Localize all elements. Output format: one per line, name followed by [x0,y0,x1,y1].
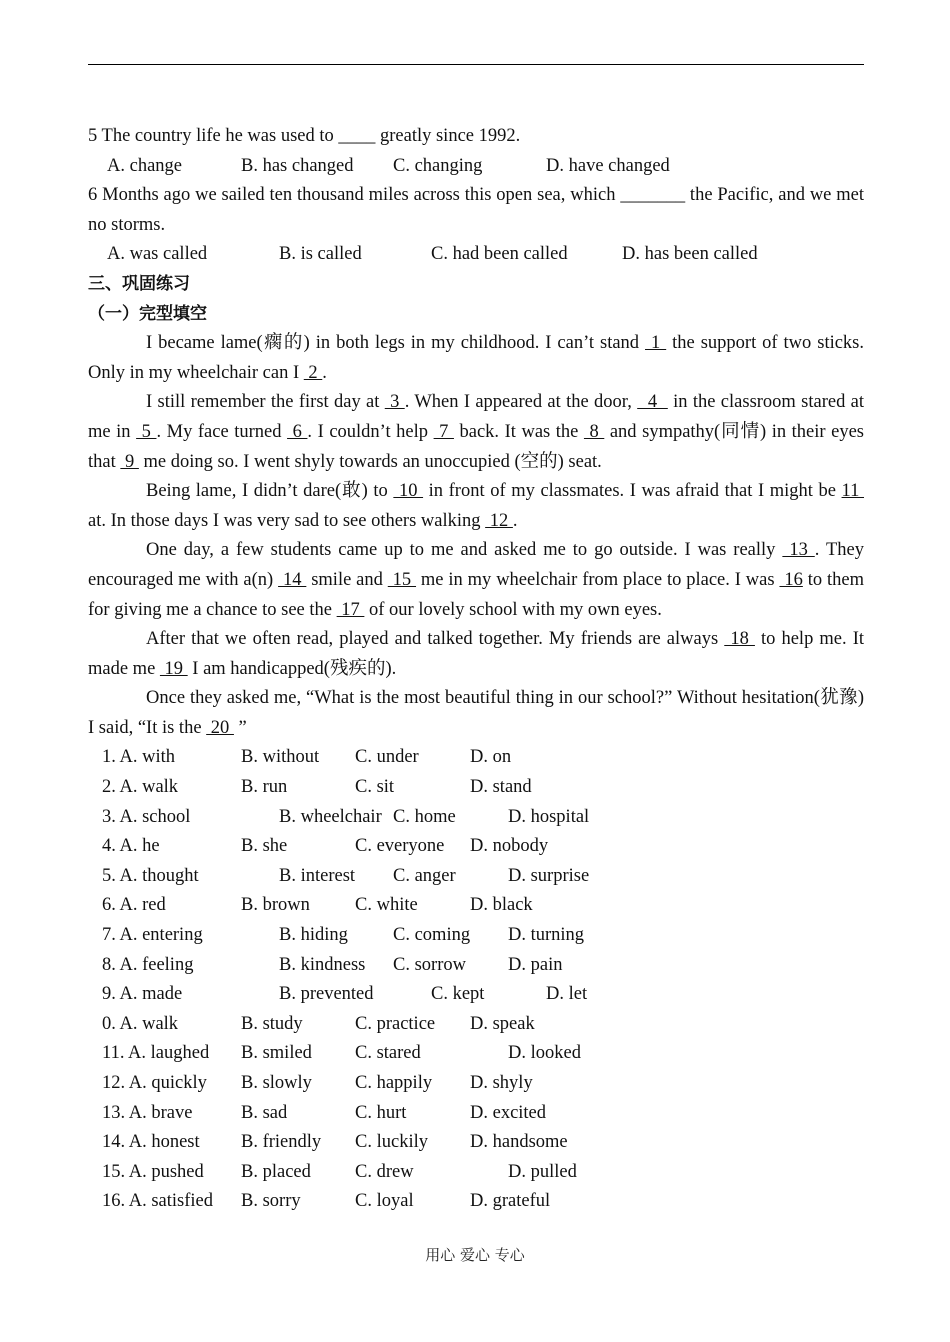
q5-option-a: A. change [107,155,182,176]
blank-15: 15 [387,569,417,590]
answer-row [88,832,864,862]
answer-option-b: B. wheelchair [279,806,382,827]
answer-row [88,1099,864,1129]
answer-option-b: B. interest [279,865,356,886]
answer-option-b: B. friendly [241,1132,322,1153]
answer-option-a: 0. A. walk [102,1013,179,1034]
blank-8: 8 [583,421,605,442]
answer-option-a: 15. A. pushed [102,1161,204,1182]
section-heading: 三、巩固练习 [88,273,190,294]
answer-option-b: B. brown [241,895,310,916]
answer-option-c: C. practice [355,1013,436,1034]
answer-option-c: C. luckily [355,1132,428,1153]
blank-16: 16 [779,569,803,590]
answer-row [88,951,864,981]
answer-option-c: C. loyal [355,1191,414,1212]
blank-1: 1 [645,333,667,354]
answer-row [88,980,864,1010]
page-footer: 用心 爱心 专心 [425,1246,525,1264]
answer-option-d: D. hospital [508,806,590,827]
answer-option-a: 1. A. with [102,747,175,768]
answer-option-c: C. everyone [355,836,445,857]
answer-option-d: D. looked [508,1043,581,1064]
passage-paragraph-1: I became lame(瘸的) in both legs in my childhood. I can’t stand 1 the support of two sticks. Only in my wheelchair can I 2 . [88,333,865,383]
q5-stem: 5 The country life he was used to ____ greatly since 1992. [88,126,521,146]
answer-option-d: D. black [470,895,533,916]
answer-row [88,743,864,773]
header-rule [88,64,864,65]
q6-option-a: A. was called [107,244,208,265]
answer-row [88,1128,864,1158]
q6-option-c: C. had been called [431,244,568,265]
answer-option-a: 5. A. thought [102,865,199,886]
answer-row [88,1158,864,1188]
passage-paragraph-3: Being lame, I didn’t dare(敢) to 10 in front of my classmates. I was afraid that I might be 11 at. In those days I was very sad to see others walking 12 . [88,481,864,531]
answer-option-d: D. shyly [470,1073,533,1093]
q5-options [88,152,864,182]
cloze-heading: （一）完型填空 [88,303,207,324]
answer-option-c: C. sit [355,777,395,798]
answer-option-b: B. sad [241,1102,288,1123]
answer-option-d: D. let [546,984,588,1005]
answer-option-b: B. smiled [241,1043,312,1064]
answer-option-d: D. speak [470,1013,535,1034]
answer-option-a: 13. A. brave [102,1102,193,1123]
answer-row [88,891,864,921]
q6-stem: 6 Months ago we sailed ten thousand miles across this open sea, which _______ the Pacific, and we met no storms. [88,185,864,235]
answer-option-c: C. hurt [355,1102,407,1123]
answer-option-a: 14. A. honest [102,1132,200,1153]
answer-option-b: B. hiding [279,925,348,946]
passage-paragraph-5: After that we often read, played and talked together. My friends are always 18 to help me. It made me 19 I am handicapped(残疾的). [88,629,864,679]
blank-3: 3 [384,392,405,413]
answer-option-b: B. sorry [241,1191,301,1212]
answer-option-d: D. stand [470,777,532,798]
answer-option-b: B. study [241,1013,303,1034]
q5-option-c: C. changing [393,155,483,176]
blank-6: 6 [287,421,308,442]
answer-option-c: C. under [355,747,419,768]
answer-row [88,1069,864,1099]
answer-option-a: 7. A. entering [102,925,203,946]
blank-4: 4 [637,392,668,413]
blank-7: 7 [433,421,454,442]
answer-option-d: D. pain [508,954,563,975]
passage-paragraph-6: Once they asked me, “What is the most beautiful thing in our school?” Without hesitation(犹豫) I said, “It is the 20 ” [88,688,864,738]
answer-option-b: B. slowly [241,1073,312,1093]
answer-option-c: C. anger [393,865,456,886]
answer-option-c: C. home [393,806,456,827]
blank-17: 17 [336,599,365,620]
q6-options [88,240,864,270]
answer-option-b: B. without [241,747,320,768]
blank-12: 12 [485,510,513,531]
answer-option-c: C. white [355,895,418,916]
blank-19: 19 [159,658,188,679]
blank-2: 2 [303,362,323,383]
answer-option-c: C. stared [355,1043,421,1064]
blank-10: 10 [393,481,424,502]
blank-20: 20 [206,717,234,738]
blank-13: 13 [782,540,815,561]
answer-option-a: 16. A. satisfied [102,1191,213,1212]
answer-row [88,1010,864,1040]
answer-option-d: D. pulled [508,1161,577,1182]
answer-option-b: B. prevented [279,984,374,1005]
document-body [88,122,864,1217]
answer-option-b: B. kindness [279,954,366,975]
blank-18: 18 [724,629,755,650]
answer-option-c: C. coming [393,925,471,946]
answer-option-d: D. handsome [470,1132,568,1153]
q6-option-d: D. has been called [622,244,758,265]
answer-option-a: 8. A. feeling [102,954,194,975]
answer-option-d: D. turning [508,925,585,946]
passage-paragraph-4: One day, a few students came up to me and asked me to go outside. I was really 13 . They encouraged me with a(n) 14 smile and 15 me in my wheelchair from place to place. I was 16 to them for giving me a chance to see the 17 of our lovely school with my own eyes. [88,540,865,620]
answer-option-b: B. placed [241,1161,311,1182]
answer-options-list [88,743,864,1217]
q5-option-b: B. has changed [241,155,354,176]
passage-paragraph-2: I still remember the first day at 3 . When I appeared at the door, 4 in the classroom stared at me in 5 . My face turned 6 . I couldn’t help 7 back. It was the 8 and sympathy(同情) in their eyes that 9 me doing so. I went shyly towards an unoccupied (空的) seat. [88,392,865,472]
answer-option-a: 12. A. quickly [102,1073,207,1093]
answer-row [88,862,864,892]
answer-option-c: C. happily [355,1073,433,1093]
answer-option-d: D. grateful [470,1191,551,1212]
q5-option-d: D. have changed [546,155,670,176]
answer-option-b: B. run [241,777,288,798]
answer-row [88,773,864,803]
answer-option-b: B. she [241,836,288,857]
answer-option-d: D. nobody [470,836,549,857]
answer-option-a: 11. A. laughed [102,1043,210,1064]
answer-option-d: D. on [470,747,512,768]
answer-option-a: 3. A. school [102,806,191,827]
answer-row [88,921,864,951]
q6-option-b: B. is called [279,244,362,265]
answer-row [88,1039,864,1069]
answer-option-c: C. kept [431,984,485,1005]
answer-option-d: D. excited [470,1102,547,1123]
answer-option-a: 6. A. red [102,895,166,916]
blank-9: 9 [120,451,139,472]
answer-row [88,803,864,833]
answer-row [88,1187,864,1217]
blank-5: 5 [136,421,157,442]
blank-11: 11 [841,481,864,502]
answer-option-d: D. surprise [508,865,590,886]
answer-option-a: 9. A. made [102,984,183,1005]
answer-option-a: 4. A. he [102,836,160,857]
blank-14: 14 [278,569,307,590]
answer-option-c: C. sorrow [393,954,466,975]
answer-option-c: C. drew [355,1161,414,1182]
answer-option-a: 2. A. walk [102,777,179,798]
